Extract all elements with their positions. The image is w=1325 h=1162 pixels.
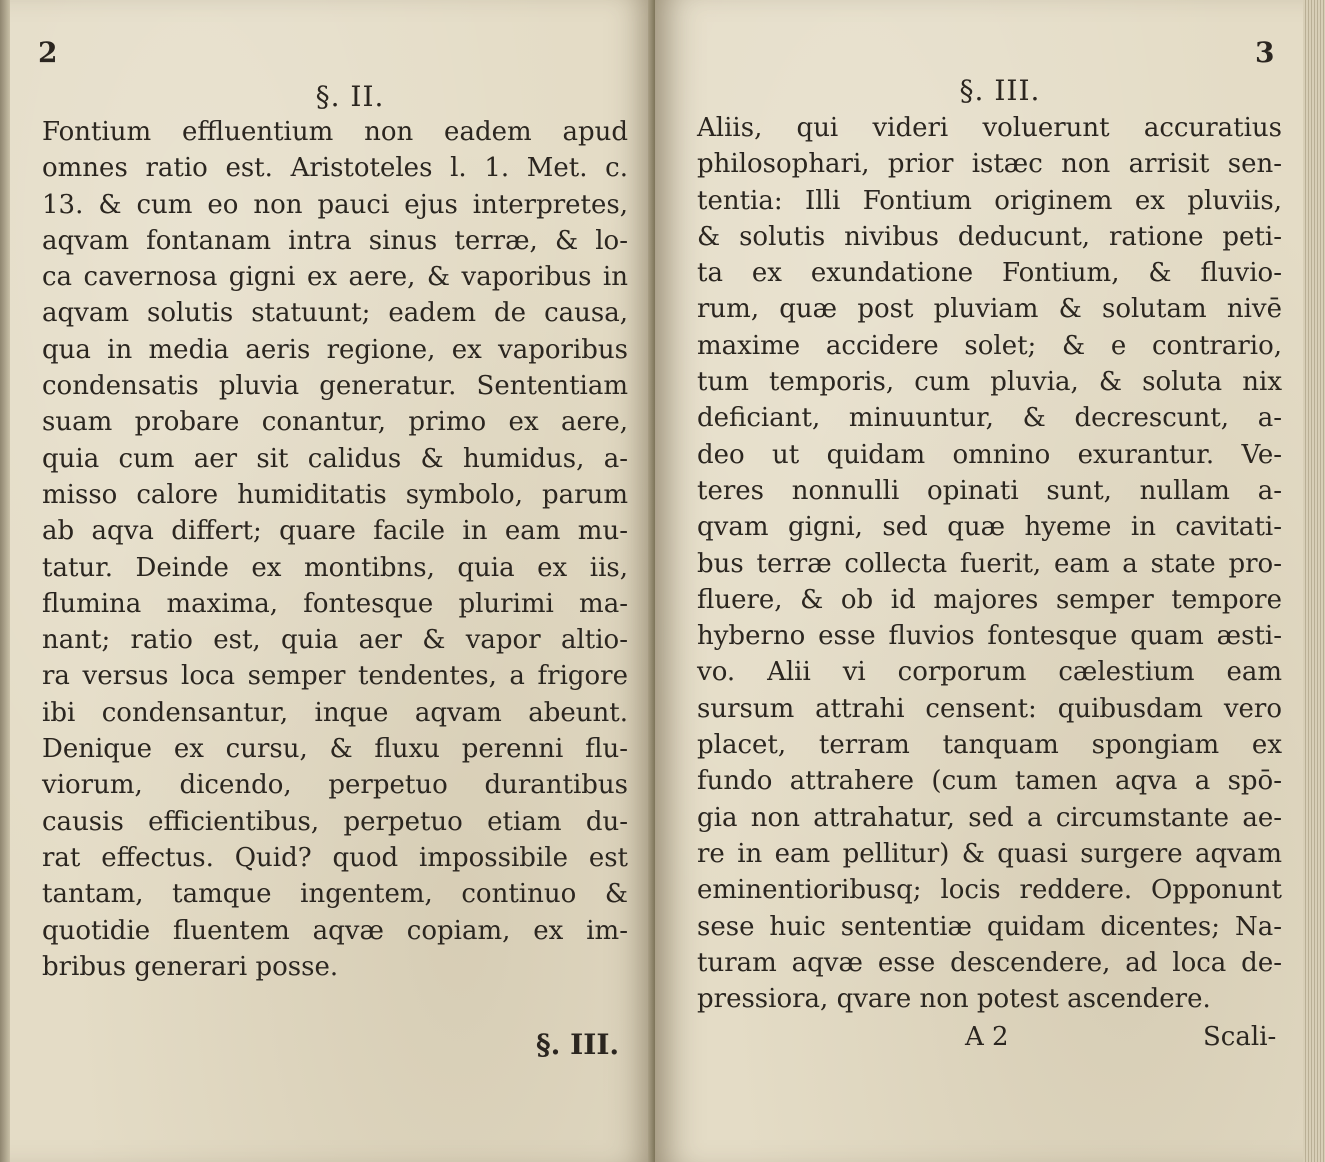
right-body-text: [697, 110, 1282, 1017]
left-page: [0, 0, 655, 1162]
text-line: causis efficientibus, perpetuo etiam du-: [42, 806, 628, 837]
text-line: misso calore humiditatis symbolo, parum: [42, 479, 628, 510]
text-line: re in eam pellitur) & quasi surgere aqvam: [697, 838, 1282, 869]
right-catchword: Scali-: [1203, 1022, 1277, 1052]
text-line: tantam, tamque ingentem, continuo &: [42, 879, 628, 910]
text-line: sese huic sententiæ quidam dicentes; Na-: [697, 911, 1282, 942]
right-page-number: 3: [1255, 36, 1275, 69]
text-line: flumina maxima, fontesque plurimi ma-: [42, 588, 628, 619]
right-page-edge: [1303, 0, 1325, 1162]
text-line: ca cavernosa gigni ex aere, & vaporibus in: [42, 262, 628, 293]
text-line: Denique ex cursu, & fluxu perenni flu-: [42, 734, 628, 765]
text-line: deficiant, minuuntur, & decrescunt, a-: [697, 403, 1282, 434]
text-line: ra versus loca semper tendentes, a frigore: [42, 661, 628, 692]
text-line: ab aqva differt; quare facile in eam mu-: [42, 516, 628, 547]
text-line: & solutis nivibus deducunt, ratione peti-: [697, 221, 1282, 252]
text-line: gia non attrahatur, sed a circumstante ae-: [697, 802, 1282, 833]
left-body-text: [42, 114, 628, 985]
text-line: ibi condensantur, inque aqvam abeunt.: [42, 697, 628, 728]
left-catchword: §. III.: [536, 1028, 620, 1061]
text-line: fluere, & ob id majores semper tempore: [697, 584, 1282, 615]
text-line: philosophari, prior istæc non arrisit sen-: [697, 149, 1282, 180]
left-page-number: 2: [38, 36, 58, 69]
text-line: fundo attrahere (cum tamen aqva a spō-: [697, 766, 1282, 797]
text-line: omnes ratio est. Aristoteles l. 1. Met. c.: [42, 153, 628, 184]
text-line: aqvam fontanam intra sinus terræ, & lo-: [42, 225, 628, 256]
right-section-heading: §. III.: [959, 74, 1041, 107]
text-line: qua in media aeris regione, ex vaporibus: [42, 334, 628, 365]
text-line: hyberno esse fluvios fontesque quam æsti-: [697, 621, 1282, 652]
text-line: qvam gigni, sed quæ hyeme in cavitati-: [697, 512, 1282, 543]
text-line: suam probare conantur, primo ex aere,: [42, 407, 628, 438]
text-line: 13. & cum eo non pauci ejus interpretes,: [42, 189, 628, 220]
text-line: viorum, dicendo, perpetuo durantibus: [42, 770, 628, 801]
text-line: tatur. Deinde ex montibns, quia ex iis,: [42, 552, 628, 583]
text-line: sursum attrahi censent: quibusdam vero: [697, 693, 1282, 724]
text-line: aqvam solutis statuunt; eadem de causa,: [42, 298, 628, 329]
text-line: rat effectus. Quid? quod impossibile est: [42, 842, 628, 873]
text-line: vo. Alii vi corporum cælestium eam: [697, 657, 1282, 688]
text-line: pressiora, qvare non potest ascendere.: [697, 984, 1211, 1015]
text-line: nant; ratio est, quia aer & vapor altio-: [42, 625, 628, 656]
text-line: tentia: Illi Fontium originem ex pluviis,: [697, 185, 1282, 216]
text-line: Fontium effluentium non eadem apud: [42, 117, 628, 147]
text-line: ta ex exundatione Fontium, & fluvio-: [697, 258, 1282, 289]
text-line: tum temporis, cum pluvia, & soluta nix: [697, 367, 1282, 398]
left-page-edge: [0, 0, 10, 1162]
text-line: turam aqvæ esse descendere, ad loca de-: [697, 947, 1282, 978]
text-line: quia cum aer sit calidus & humidus, a-: [42, 443, 628, 474]
text-line: Aliis, qui videri voluerunt accuratius: [697, 113, 1282, 143]
text-line: bus terræ collecta fuerit, eam a state pro-: [697, 548, 1282, 579]
text-line: maxime accidere solet; & e contrario,: [697, 330, 1282, 361]
text-line: deo ut quidam omnino exurantur. Ve-: [697, 439, 1282, 470]
signature-mark: A 2: [965, 1022, 1009, 1052]
text-line: bribus generari posse.: [42, 951, 339, 982]
text-line: teres nonnulli opinati sunt, nullam a-: [697, 475, 1282, 506]
text-line: condensatis pluvia generatur. Sententiam: [42, 371, 628, 402]
text-line: quotidie fluentem aqvæ copiam, ex im-: [42, 915, 628, 946]
text-line: eminentioribusq; locis reddere. Opponunt: [697, 875, 1282, 906]
right-page: [655, 0, 1325, 1162]
text-line: placet, terram tanquam spongiam ex: [697, 730, 1282, 761]
text-line: rum, quæ post pluviam & solutam nivē: [697, 294, 1282, 325]
left-section-heading: §. II.: [315, 80, 385, 113]
